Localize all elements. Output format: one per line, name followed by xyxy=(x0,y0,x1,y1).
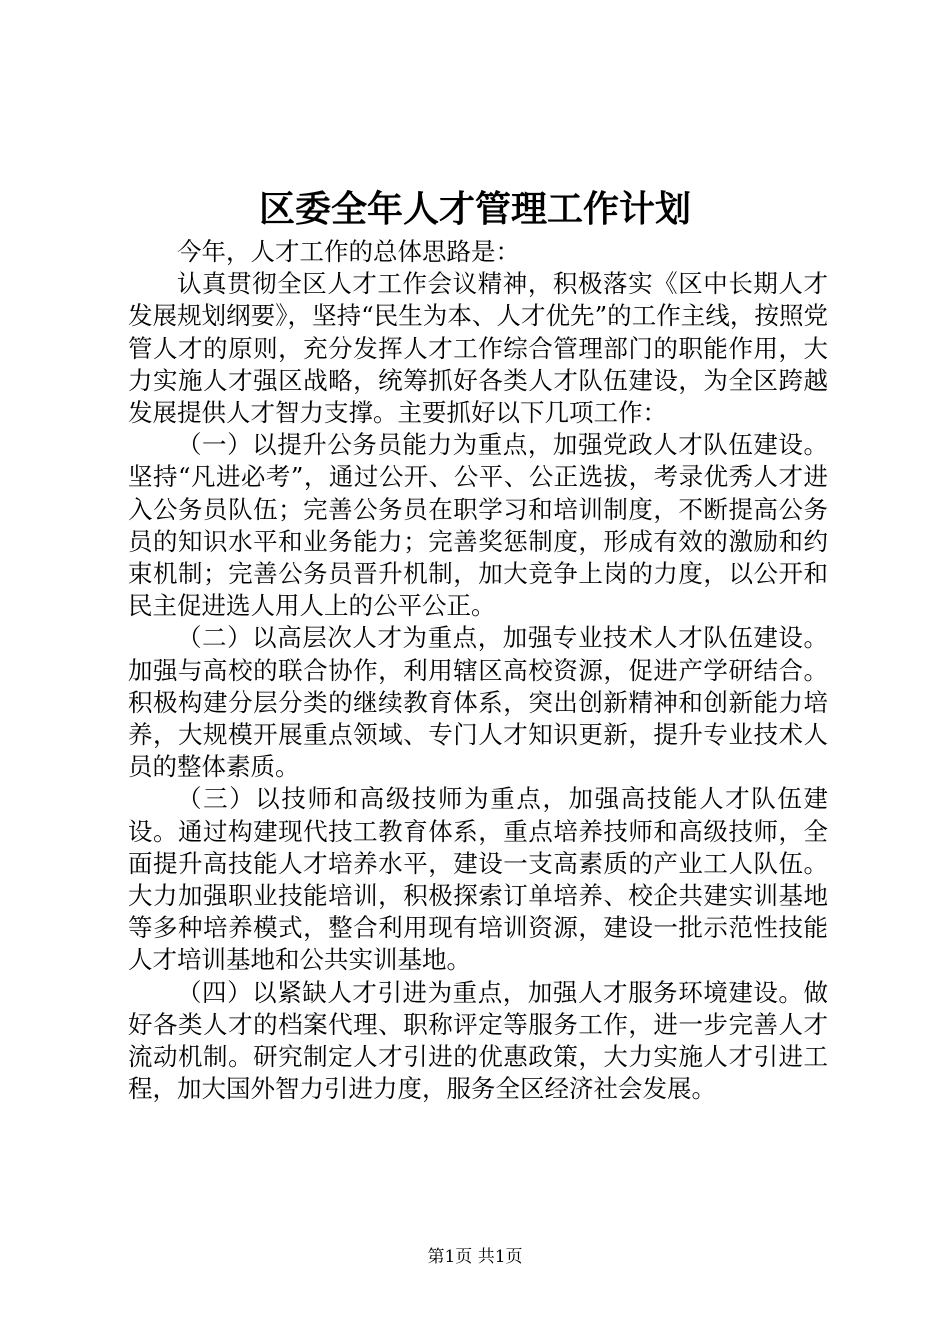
paragraph-item-1: （一）以提升公务员能力为重点，加强党政人才队伍建设。坚持“凡进必考”，通过公开、公平、公正选拔，考录优秀人才进入公务员队伍；完善公务员在职学习和培训制度，不断提高公务员的知识水平和业务能力；完善奖惩制度，形成有效的激励和约束机制；完善公务员晋升机制，加大竞争上岗的力度，以公开和民主促进选人用人上的公平公正。 xyxy=(128,430,828,621)
paragraph-overview: 认真贯彻全区人才工作会议精神，积极落实《区中长期人才发展规划纲要》，坚持“民生为本、人才优先”的工作主线，按照党管人才的原则，充分发挥人才工作综合管理部门的职能作用，大力实施人才强区战略，统筹抓好各类人才队伍建设，为全区跨越发展提供人才智力支撑。主要抓好以下几项工作： xyxy=(128,269,828,428)
paragraph-intro: 今年，人才工作的总体思路是： xyxy=(177,237,520,266)
page-footer: 第1页 共1页 xyxy=(427,1247,523,1267)
paragraph-item-4: （四）以紧缺人才引进为重点，加强人才服务环境建设。做好各类人才的档案代理、职称评定等服务工作，进一步完善人才流动机制。研究制定人才引进的优惠政策，大力实施人才引进工程，加大国外智力引进力度，服务全区经济社会发展。 xyxy=(128,977,828,1104)
paragraph-item-3: （三）以技师和高级技师为重点，加强高技能人才队伍建设。通过构建现代技工教育体系，重点培养技师和高级技师，全面提升高技能人才培养水平，建设一支高素质的产业工人队伍。大力加强职业技能培训，积极探索订单培养、校企共建实训基地等多种培养模式，整合利用现有培训资源，建设一批示范性技能人才培训基地和公共实训基地。 xyxy=(128,784,828,975)
paragraph-item-2: （二）以高层次人才为重点，加强专业技术人才队伍建设。加强与高校的联合协作，利用辖区高校资源，促进产学研结合。积极构建分层分类的继续教育体系，突出创新精神和创新能力培养，大规模开展重点领域、专门人才知识更新，提升专业技术人员的整体素质。 xyxy=(128,623,828,782)
document-title: 区委全年人才管理工作计划 xyxy=(258,188,691,230)
document-body xyxy=(128,236,828,1105)
